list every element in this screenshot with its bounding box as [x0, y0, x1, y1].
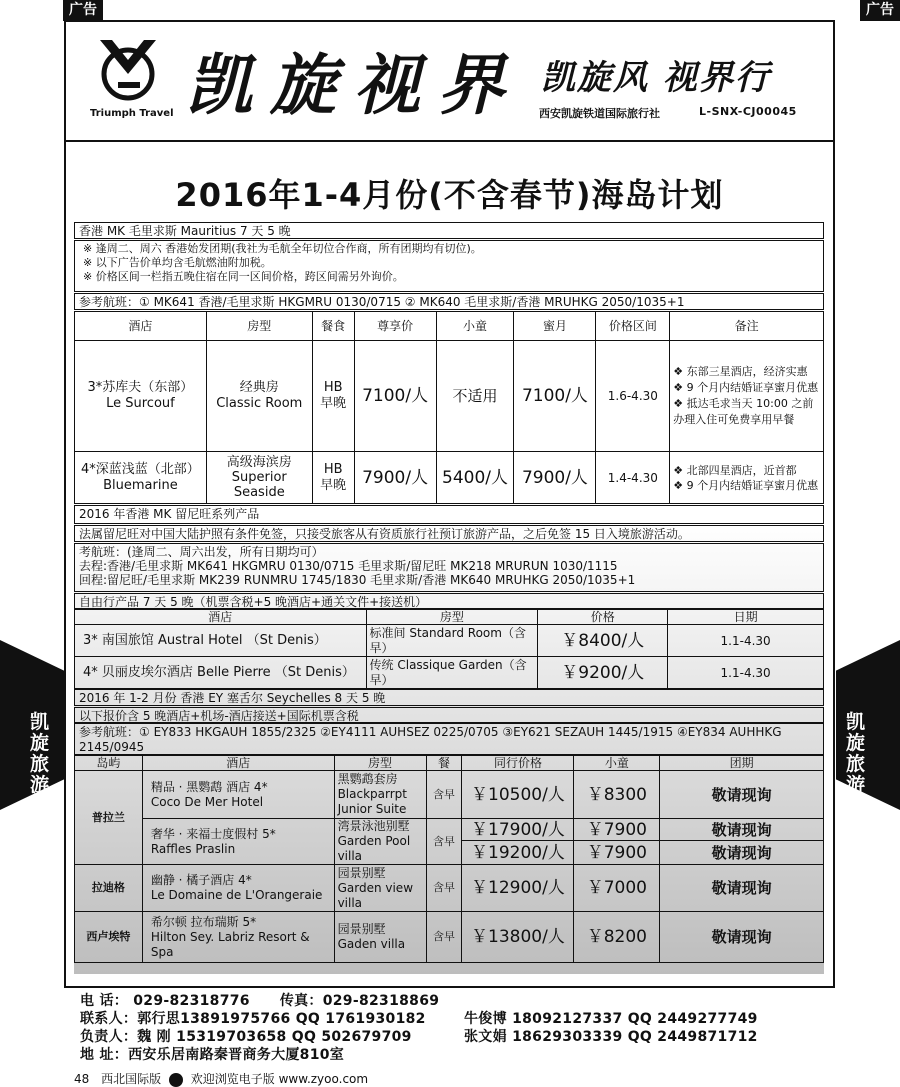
table-row: [75, 771, 824, 819]
hotel-name-en: Hilton Sey. Labriz Resort & Spa: [150, 929, 310, 959]
room-type: 标准间 Standard Room（含早）: [366, 625, 538, 657]
col-header: 房型: [334, 756, 426, 771]
room-type: 黑鹦鹉套房 Blackparrpt Junior Suite: [334, 771, 426, 819]
hotel-name: 奢华 · 来福士度假村 5*: [150, 826, 276, 841]
page-title: 2016年1-4月份(不含春节)海岛计划: [175, 176, 724, 214]
price: ￥12900/人: [462, 865, 574, 912]
remark: ❖ 东部三星酒店，经济实惠: [673, 365, 808, 378]
side-text-right: 凯旋旅游: [846, 711, 866, 796]
hotel-name-en: Le Domaine de L'Orangeraie: [150, 888, 323, 902]
date-range: 1.1-4.30: [668, 657, 824, 689]
meal-code: HB: [323, 461, 343, 477]
table-row: [75, 452, 824, 504]
meal-code: HB: [323, 380, 343, 395]
company-name: 西安凯旋铁道国际旅行社: [539, 107, 660, 120]
price: ￥13800/人: [462, 912, 574, 963]
room-type-en: Superior Seaside: [231, 470, 287, 500]
meal-desc: 早晚: [320, 477, 347, 493]
price: ￥9200/人: [538, 657, 668, 689]
hotel-name: 4*深蓝浅蓝（北部）: [81, 461, 200, 477]
hotel-name: 3*苏库夫（东部）: [87, 380, 194, 395]
col-header: 团期: [660, 756, 824, 771]
col-header: 尊享价: [354, 312, 436, 341]
phone: 电 话： 029-82318776: [80, 993, 250, 1009]
table-header-row: [75, 312, 824, 341]
child-price: 5400/人: [436, 452, 514, 504]
col-header: 价格: [538, 610, 668, 625]
col-header: 餐食: [312, 312, 354, 341]
col-header: 日期: [668, 610, 824, 625]
col-header: 酒店: [75, 610, 367, 625]
child-price: ￥7900: [574, 819, 660, 841]
logo-english-name: Triumph Travel: [90, 108, 174, 119]
room-type: 园景别墅 Gaden villa: [334, 912, 426, 963]
inquire-text: 敬请现询: [660, 819, 824, 841]
col-header: 价格区间: [596, 312, 670, 341]
meal: 含早: [426, 865, 462, 912]
flight-line: 回程:留尼旺/毛里求斯 MK239 RUNMRU 1745/1830 毛里求斯/香港 MK640 MRUHKG 2050/1035+1: [79, 573, 636, 587]
table-header-row: [75, 756, 824, 771]
col-header: 房型: [366, 610, 538, 625]
contact-person-3: 张文娟 18629303339 QQ 2449871712: [464, 1029, 758, 1045]
remark: ❖ 抵达毛求当天 10:00 之前办理入住可免费享用早餐: [673, 397, 814, 426]
hotel-name-en: Coco De Mer Hotel: [150, 794, 264, 809]
brand-slogan: 凯旋风 视界行: [541, 58, 771, 98]
meal: 含早: [426, 819, 462, 865]
room-type: 园景别墅 Garden view villa: [334, 865, 426, 912]
sey-section-title: 2016 年 1-2 月份 香港 EY 塞舌尔 Seychelles 8 天 5 晚: [74, 689, 824, 706]
ad-tag-right: 广告: [860, 0, 900, 21]
inquire-text: 敬请现询: [660, 771, 824, 819]
table-row: [75, 341, 824, 452]
inquire-text: 敬请现询: [660, 865, 824, 912]
col-header: 岛屿: [75, 756, 143, 771]
price: 7900/人: [354, 452, 436, 504]
hotel-name-en: Le Surcouf: [106, 396, 175, 411]
hotel-name: 精品 · 黑鹦鹉 酒店 4*: [150, 779, 268, 794]
island-name: 西卢埃特: [75, 912, 143, 963]
col-header: 房型: [206, 312, 312, 341]
contact-block: [80, 992, 758, 1064]
mk-flight-info: 参考航班：① MK641 香港/毛里求斯 HKGMRU 0130/0715 ② MK640 毛里求斯/香港 MRUHKG 2050/1035+1: [74, 293, 824, 310]
col-header: 备注: [670, 312, 824, 341]
ru-section-title: 2016 年香港 MK 留尼旺系列产品: [74, 505, 824, 524]
ad-tag-left: 广告: [63, 0, 103, 21]
col-header: 同行价格: [462, 756, 574, 771]
sey-price-table: [74, 755, 824, 963]
price: ￥8400/人: [538, 625, 668, 657]
table-row: [75, 865, 824, 912]
child-price: ￥7900: [574, 841, 660, 865]
ru-visa-info: 法属留尼旺对中国大陆护照有条件免签，只接受旅客从有资质旅行社预订旅游产品，之后免签 15 日入境旅游活动。: [74, 525, 824, 542]
magazine-name: 西北国际版: [101, 1072, 162, 1086]
hotel-name: 3* 南国旅馆 Austral Hotel （St Denis）: [75, 625, 367, 657]
room-type: 传统 Classique Garden（含早）: [366, 657, 538, 689]
price: 7100/人: [354, 341, 436, 452]
col-header: 小童: [436, 312, 514, 341]
remark: ❖ 9 个月内结婚证享蜜月优惠: [673, 381, 819, 394]
child-price: 不适用: [436, 341, 514, 452]
date-range: 1.1-4.30: [668, 625, 824, 657]
mk-section-title: 香港 MK 毛里求斯 Mauritius 7 天 5 晚: [74, 222, 824, 239]
room-type: 经典房: [239, 380, 279, 395]
website-link[interactable]: 欢迎浏览电子版 www.zyoo.com: [190, 1072, 369, 1086]
magazine-seal-icon: [169, 1073, 183, 1087]
child-price: ￥7000: [574, 865, 660, 912]
license-number: L-SNX-CJ00045: [699, 105, 797, 118]
table-row: [75, 819, 824, 841]
mk-notes: [74, 240, 824, 292]
sey-flight-info: 参考航班：① EY833 HKGAUH 1855/2325 ②EY4111 AUHSEZ 0225/0705 ③EY621 SEZAUH 1445/1915 ④EY834 AUHHKG 2145/0945: [74, 723, 824, 755]
page-number: 48: [74, 1072, 90, 1086]
contact-person-2: 牛俊博 18092127337 QQ 2449277749: [464, 1011, 758, 1027]
mk-note: ※ 以下广告价单均含毛航燃油附加税。: [83, 256, 272, 269]
remark: ❖ 北部四星酒店，近首都: [673, 463, 797, 477]
ru-flight-info: [74, 543, 824, 592]
price: ￥17900/人: [462, 819, 574, 841]
ad-header: [66, 22, 833, 142]
meal: 含早: [426, 912, 462, 963]
meal: 含早: [426, 771, 462, 819]
hotel-name-en: Raffles Praslin: [150, 841, 236, 856]
mk-price-table: [74, 311, 824, 504]
col-header: 蜜月: [514, 312, 596, 341]
hotel-name: 4* 贝丽皮埃尔酒店 Belle Pierre （St Denis）: [75, 657, 367, 689]
hotel-name-en: Bluemarine: [103, 477, 178, 493]
table-row: [75, 625, 824, 657]
table-row: [75, 657, 824, 689]
room-type: 湾景泳池别墅 Garden Pool villa: [334, 819, 426, 865]
price-range: 1.6-4.30: [596, 341, 670, 452]
col-header: 酒店: [142, 756, 334, 771]
hotel-name: 幽静 · 橘子酒店 4*: [150, 873, 252, 887]
table-header-row: [75, 610, 824, 625]
hotel-name: 希尔顿 拉布瑞斯 5*: [150, 914, 257, 929]
price-range: 1.4-4.30: [596, 452, 670, 504]
meal-desc: 早晚: [320, 396, 347, 411]
island-name: 普拉兰: [75, 771, 143, 865]
remark: ❖ 9 个月内结婚证享蜜月优惠: [673, 478, 819, 492]
flight-line: 去程:香港/毛里求斯 MK641 HKGMRU 0130/0715 毛里求斯/留尼旺 MK218 MRURUN 1030/1115: [79, 559, 618, 573]
island-name: 拉迪格: [75, 865, 143, 912]
col-header: 小童: [574, 756, 660, 771]
honeymoon-price: 7100/人: [514, 341, 596, 452]
price: ￥19200/人: [462, 841, 574, 865]
inquire-text: 敬请现询: [660, 841, 824, 865]
col-header: 餐: [426, 756, 462, 771]
price: ￥10500/人: [462, 771, 574, 819]
mk-note: ※ 价格区间一栏指五晚住宿在同一区间价格，跨区间需另外询价。: [83, 270, 404, 283]
side-text-left: 凯旋旅游: [30, 711, 50, 796]
child-price: ￥8200: [574, 912, 660, 963]
child-price: ￥8300: [574, 771, 660, 819]
mk-note: ※ 逢周二、周六 香港始发团期(我社为毛航全年切位合作商，所有团期均有切位)。: [83, 242, 482, 255]
ru-price-table: [74, 609, 824, 689]
flight-line: 考航班：(逢周二、周六出发，所有日期均可）: [79, 545, 324, 559]
honeymoon-price: 7900/人: [514, 452, 596, 504]
triumph-logo-icon: [92, 34, 164, 106]
fax: 传真：029-82318869: [279, 993, 440, 1009]
manager: 负责人：魏 刚 15319703658 QQ 502679709: [80, 1029, 412, 1045]
room-type-en: Classic Room: [216, 396, 303, 411]
table-row: [75, 912, 824, 963]
inquire-text: 敬请现询: [660, 912, 824, 963]
ru-product-info: 自由行产品 7 天 5 晚（机票含税+5 晚酒店+通关文件+接送机）: [74, 593, 824, 609]
contact-person: 联系人：郭行思13891975766 QQ 1761930182: [80, 1011, 426, 1027]
page-footer: [74, 1070, 368, 1087]
room-type: 高级海滨房: [226, 455, 292, 470]
brand-name: 凯旋视界: [186, 46, 522, 124]
col-header: 酒店: [75, 312, 207, 341]
sey-includes: 以下报价含 5 晚酒店+机场-酒店接送+国际机票含税: [74, 707, 824, 723]
address: 地 址：西安乐居南路秦晋商务大厦810室: [80, 1047, 345, 1063]
